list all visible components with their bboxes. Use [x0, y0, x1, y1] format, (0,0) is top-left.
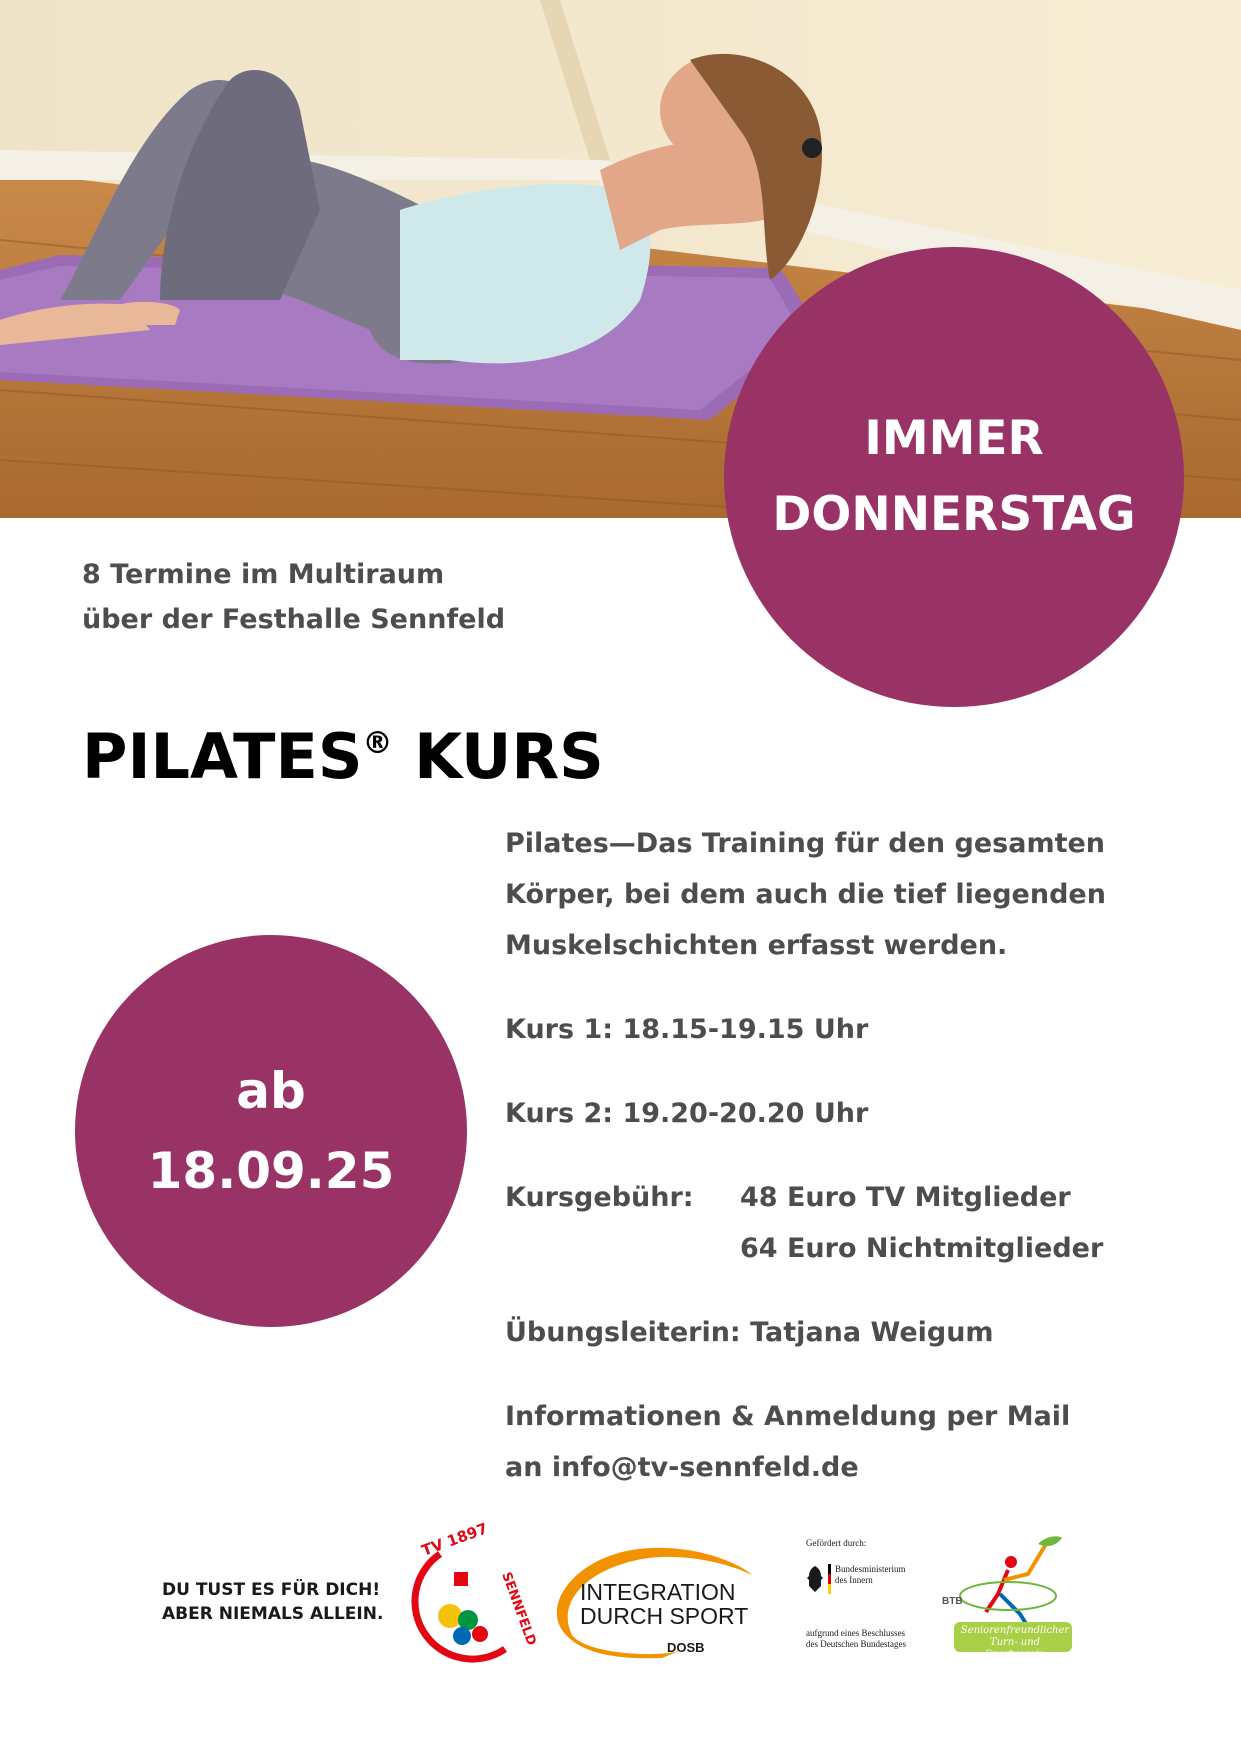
day-badge-line2: DONNERSTAG	[772, 487, 1136, 542]
btb-logo	[938, 1534, 1078, 1664]
description-line: Pilates—Das Training für den gesamten	[505, 828, 1106, 859]
fee-members: 48 Euro TV Mitglieder	[740, 1182, 1071, 1213]
description-line: Körper, bei dem auch die tief liegenden	[505, 879, 1106, 910]
footer-logos	[0, 1520, 1241, 1670]
venue-line2: über der Festhalle Sennfeld	[82, 604, 506, 635]
slogan-line1: DU TUST ES FÜR DICH!	[162, 1580, 381, 1600]
course-info	[505, 818, 1205, 1493]
btb-label: BTB	[942, 1596, 963, 1607]
bmi-logo	[806, 1538, 946, 1658]
day-badge	[724, 247, 1184, 707]
flag-stripe	[828, 1564, 831, 1594]
venue-text	[82, 552, 505, 642]
course-2-time: Kurs 2: 19.20-20.20 Uhr	[505, 1098, 869, 1129]
btb-line2: Turn- und Sportverein	[985, 1637, 1045, 1660]
german-eagle-icon	[806, 1564, 824, 1594]
course-1-time: Kurs 1: 18.15-19.15 Uhr	[505, 1014, 869, 1045]
svg-text:SENNFELD: SENNFELD	[498, 1570, 539, 1648]
dosb-label: DOSB	[667, 1640, 705, 1655]
integration-durch-sport-logo	[542, 1540, 757, 1660]
start-date-badge	[75, 935, 467, 1327]
fee-nonmembers: 64 Euro Nichtmitglieder	[740, 1233, 1104, 1264]
slogan	[162, 1578, 383, 1626]
start-date-value: 18.09.25	[147, 1142, 395, 1200]
bmi-funded-by: Gefördert durch:	[806, 1538, 867, 1548]
fee-label: Kursgebühr:	[505, 1182, 694, 1213]
day-badge-line1: IMMER	[864, 411, 1044, 466]
contact-line: Informationen & Anmeldung per Mail	[505, 1401, 1071, 1432]
title-main: PILATES	[82, 720, 363, 793]
instructor: Übungsleiterin: Tatjana Weigum	[505, 1317, 994, 1348]
btb-line1: Seniorenfreundlicher	[960, 1625, 1070, 1636]
ids-line2: DURCH SPORT	[580, 1603, 749, 1629]
slogan-line2: ABER NIEMALS ALLEIN.	[162, 1604, 384, 1624]
registered-mark: ®	[362, 726, 393, 761]
tv-sennfeld-logo	[410, 1519, 539, 1664]
page-title	[82, 720, 604, 793]
fee-values	[740, 1172, 1103, 1274]
description-line: Muskelschichten erfasst werden.	[505, 930, 1008, 961]
bmi-note-line2: des Deutschen Bundestages	[806, 1639, 906, 1649]
ids-line1: INTEGRATION	[580, 1579, 736, 1605]
fee-row	[505, 1172, 1205, 1274]
bmi-note-line1: aufgrund eines Beschlusses	[806, 1628, 905, 1638]
venue-line1: 8 Termine im Multiraum	[82, 559, 445, 590]
title-suffix: KURS	[392, 720, 604, 793]
start-date-prefix: ab	[236, 1062, 306, 1120]
bmi-name-line2: des Innern	[835, 1575, 873, 1585]
bmi-name-line1: Bundesministerium	[835, 1564, 906, 1574]
svg-text:TV 1897: TV 1897	[419, 1519, 491, 1560]
contact-email-line: an info@tv-sennfeld.de	[505, 1452, 859, 1483]
